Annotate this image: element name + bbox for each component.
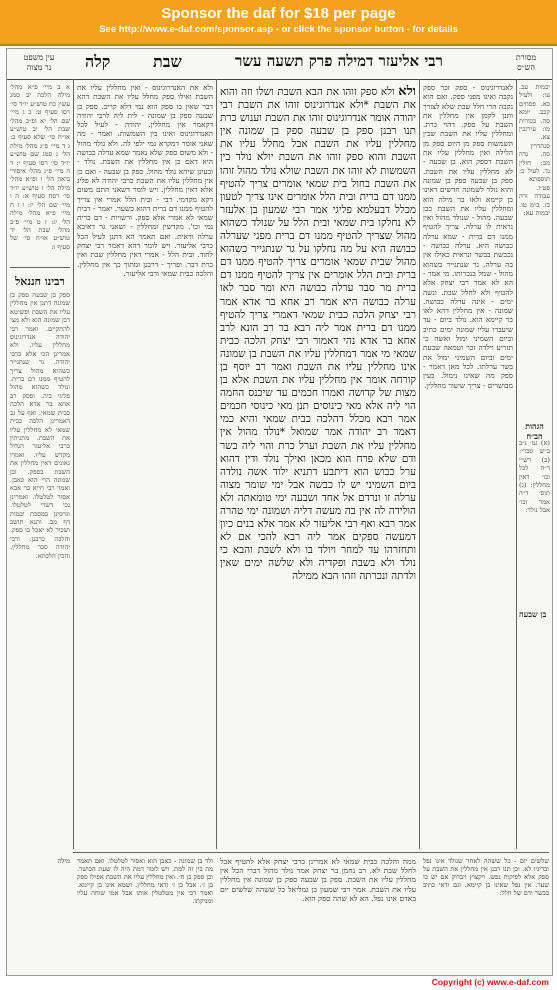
hagahot-column — [519, 439, 550, 599]
rabbeinu-chananel-heading: רבינו חננאל — [11, 275, 69, 288]
tractate-name: שבת — [153, 52, 182, 71]
masoret-hashas-text: יבמות עב. עו: ולעיל כא. פסחים קכב. יומא סה. בכורות מו: עירובין צא. סנהדרין סה. נדה מב: חולין נד. לעיל כ: תוספתא פט״ז. עבודה זרה כז. ב״מ טו. יבמות עא: — [519, 83, 550, 218]
page-marker: מילה — [57, 857, 70, 865]
chapter-heading: רבי אליעזר דמילה פרק תשעה עשר — [235, 52, 443, 70]
copyright-link[interactable]: Copyright (c) www.e-daf.com — [431, 977, 549, 987]
divider — [73, 79, 74, 849]
masoret-hashas-heading: מסורת הש״ס — [515, 53, 537, 72]
divider — [516, 79, 517, 849]
masoret-hashas-column — [519, 83, 550, 413]
rashi-text: לאנדרוגינוס - ספק זכר ספק נקבה ואינו מפני ספק. ואם הוא נקבה הרי חלל שבת שלא לצורך ותנן לקמן אין מחללין את השבת על ספק. דהוי כרת. ומחללין עליו את השבת שבין השמשות ספק מן היום ספק מן הלילה ואין מחללין עליו את השבת דספק הוא. בן שבעה - לא מחללין עליו את השבת. ספק בן שבעה ספק בן שמונה והוא נולד לשמונה חדשים דאינו בן קיימא ולאו בר מילה הוא ומחללין עליו את השבת כבן שבעה. מהול - שנולד מהול ואין נראית לו ערלה. צריך להטיף ממנו דם ברית - שמא ערלה כבושה היא. ערלה כבושה - נכבשת בבשר ונראית כאילו אין בה ערלה. גר שנתגייר כשהוא מהול - שמל בנכרותו. מי אמר - הא לא אמר רבי יצחק אלא להטיף ולא לחלל שבת. ונשה ימים - אינה ערלה כבושה. שמונה - אין מחללין דהא לאו בר קיימא הוא. נולד ביום - עד שיעברו עליו שמונה ימים כתיב וביום השמיני ימול ואשה כי תזריע וילדה זכר וטמאה שבעת ימים וביום השמיני ימול את בשר ערלתו. לכל מאן דאמר - ספק מה שאינו נימול. בעין מבושרים - צריך שיעור מחללין. — [423, 83, 513, 390]
hagahot-heading: הגהות הב״ח — [518, 421, 551, 441]
gemara-text: ולא ספק זוהו את הבא השבת ושלו וזה והוא את השבת *ולא אנדרוגינוס זוהו את השבת רבי יהודה אומר אנדרוגינוס זוהו את השבת וענוש כרת תנו רבנן ספק בן שבעה ספק בן שמונה אין מחללין עליו את השבת אבל מחלל עליו את השבת והוא ספק זוהו את השבת יולא נולד בין השמשות לא זוהו את השבת שולא נולד מהול זוהו את השבת בחול בית שמאי אומרים צריך להטיף ממנו דם ברית ובית הלל אומרים אינו צריך לטעון מכלל דבעלמא פליגי אמר רבי שמעון בן אלעזר לא נחלקו בית שמאי ובית הלל על שנולד כשהוא מהול שצריך להטיף ממנו דם ברית מפני שערלה כבושה היא על מה נחלקו על גר שנתגייר כשהוא מהול שבית שמאי אומרים צריך להטיף ממנו דם ברית ובית הלל אומרים אין צריך להטיף ממנו דם ברית מר סבר ערלה כבושה היא ומר סבר לאו ערלה כבושה היא אמר רב אחא בר אדא אמר רבי יצחק הלכה כבית שמאי דאמרי צריך להטיף ממנו דם ברית אמר ליה רבא בר רב הונא לרב אחא בר אדא נהי דאמור רבי יצחק הלכה כבית שמאי מי אמר דמחללין עליו את השבת בן שמונה אינו מחללין עליו את השבת ואמר רב יוסף בן קורחה אומר אין מחללין עליו את השבת אלא בן מצות של קדושה ואמרו חכמים עד שיכנס החמה הוי ליה אלא מאי כינוסים תנן מאי כינוסי חכמים אמר רבא מכלל דהלכה כבית שמאי והיא כמי דאמר רב יהודה אמר שמואל *נולד מהול אין מחללין עליו את השבת וערל כרת והוי ליה בשר ודם שלא פרח הוא מכאן ואילך נולד ודין דהוא ערל כבוש הוא דיתבע דתניא ילוד אשה נולדה ביום השמיני יש לו כבשה אבל ימי שומר מצוה ערלה זו ונרדם אל אחד ושבעה ימי טומאתה ולא הולידה לה אין בה מעשה דליה ושמונה ימי טהרה אמר רבא ואף רבי אליעזר לא אמר אלא בנים כיון דמעשה ספקים אמר ליה רבא להכי אם לא ותחזרהו עד למחר ויולד בו ולא לשבת והבא כי נולד ולא בשבת ופקדיה ולא שלשה ימים שאין ולדתה ונכרתה וזהו הבא ממילה — [220, 86, 416, 583]
gemara-column — [220, 85, 416, 849]
rabbeinu-chananel-column — [10, 291, 70, 851]
divider — [419, 79, 420, 849]
folio-number: קלה — [85, 52, 111, 71]
divider — [216, 79, 217, 849]
page-header — [7, 49, 552, 80]
divider — [73, 852, 549, 853]
sponsor-title[interactable]: Sponsor the daf for $18 per page — [161, 5, 396, 22]
ein-mishpat-column — [10, 83, 70, 261]
tosafot-continuation — [77, 857, 213, 965]
gemara-continuation — [220, 857, 416, 965]
rashi-continuation-text: שלשים יום - כל ששהה לאחר שנולד אינו נפל ובדיניו לא. וכן תנו רבנן אין מחללין את השבת על ספק אלא לפיקוח נפש. ויקצוץ ויבדוק אם יש בו שער. אין נפל שאינו בן קיימא. וגם ודאי כתיב בבשר ודם של חלל: — [423, 857, 549, 898]
margin-label: בן שבעה — [519, 609, 547, 619]
talmud-page-scan — [6, 48, 553, 976]
tosafot-text: ולא את האנדרוגינוס - ואין מחללין עליו את השבת ואילו ספק מחלל עליו את השבת דהא דבר שאין בו ספק הוא נמי דלא קריב. ספק בן שבעה ספק בן שמונה - לית ליה לרבי יהודה דקאמר אין מחללין. יהודה - לעיל לכל האנדרוגינוס ואינו בין השמשות. ואמר - מה שאני אומר דמקרא נמי ילפי לה. ולא נולד מהול - ולא משום ספק שלא נאמר שמא ערלה כבושה היא דאם כן אין מחללין את השבת. נולד - ובעינן שיהא נולד מהול. ספק בן שבעה - ואם כן אין מחללין עליו את השבת כרבי יהודה לא פליג אלא דאין מחללין. ויש לומר דשאני התם משום דקא מקדמי. רבי - ובית הלל אמרי אין צריך להטיף ממנו דם ברית דהוא כשער. יאמר - דבית שמאי לא אמרי אלא ספק. ורשויות - דם ברית נמי וכו'. מקדשין ומחללין - ושאני גר דאיכא ערלה ודאית. ואם תאמר הא דתנן לעיל הכל כרבי אליעזר. ויש לומר דהא דאמר רבי יצחק לחוד. ובית הלל - אמרי דאין מחללין שבת ואין כרת דבר. ופריך - דרבנן ומתוך כך אין מחללין. והלכה כבית שמאי ורבי אליעזר. — [77, 83, 213, 278]
rashi-column — [423, 83, 513, 849]
gemara-opening-word: ולא — [398, 85, 416, 99]
hagahot-text: (א) גמ׳ נ״ב ב״ש סברי: (ב) רש״י ד״ה לכל וכו׳ דאין מחללין: (ג) תוס׳ ד״ה אמר וכו׳ אבל נולד: — [519, 439, 550, 515]
divider — [10, 267, 70, 268]
rashi-continuation — [423, 857, 549, 965]
rabbeinu-chananel-text: ספק בן שבעה ספק בן שמונה דתנן אין מחללין עליו את השבת ופשיטא דבן שמונה הוא ולא מצי להתקיים. ואמר רבי יהודה אנדרוגינוס מחללין עליו. ולא אמרינן הכי אלא כרבי יהודה. גר שנתגייר כשהוא מהול צריך להטיף ממנו דם ברית. ונולד כשהוא מהול פליגי ביה. ופסק רב אחא בר אדא הלכה כבית שמאי. ואף על גב דאמרינן הלכה כבית שמאי לא מחללין עליו את השבת. מתניתין כרבי אליעזר הגדול מקדש עליו. ואמרו גאונים דאין מחללין את השבת בספק. ובן שמונה הרי הוא כאבן. ואמר רבי חייא בר אבא אסור לטלטלו. ואמרינן נכי דשרי לטלטלו. וגרסינן במסכת יבמות דף מב. ותנא תושב ושכיר לא יאכל בו ספק. והלכה כרבנן. ורבי יהודה סבר מחללין. והכין הלכתא. — [10, 291, 70, 560]
sponsor-link-text[interactable]: See http://www.e-daf.com/sponsor.asp - or click the sponsor button - for details — [99, 24, 458, 35]
ein-mishpat-heading: עין משפט נר מצוה — [23, 53, 55, 72]
tosafot-column — [77, 83, 213, 849]
gemara-continuation-text: ממה והלכה כבית שמאי לא אמרינן כרבי יצחק אלא להטיף אבל לחלל שבת לא. רב נחמן בר יצחק אמר נולד מהול דברי הכל אין מחללין עליו את השבת. ספק בן שבעה ספק בן שמונה אין מחללין עליו את השבת. אמר רבי שמעון בן גמליאל כל ששהה שלשים יום באדם אינו נפל. הא לא שהה ספק הוא. — [220, 857, 416, 903]
sponsor-banner[interactable] — [0, 0, 557, 46]
tosafot-continuation-text: ולד בן שמונה - כאבן הוא ואסור לטלטלו. ואם תאמר מה בין זה למת. ויש לומר דמת היה לו שעת הכושר. וכן ספק בן ח׳. ואין מחללין עליו את השבת אפילו ספק בן ז׳. אבל בן ז׳ ודאי מחללין. ושמא אינו בן קיימא. ואמר רבי אין מטלטלין אותו אבל אמו שוחה עליו ומניקתו. — [77, 857, 213, 906]
left-margin-continuation — [10, 857, 70, 965]
ein-mishpat-text: א ב מיי׳ פ״א מהל׳ מילה הלכה יב סמג עשין כח טוש״ע יו״ד סי׳ רסו סעיף ט: ב ג מיי׳ שם הל׳ יא ופ״ב מהל׳ שבת הל׳ יב טוש״ע או״ח סי׳ שלא סעיף ב: ג ד מיי׳ פ״ג מהל׳ מילה הל׳ ג סמג שם טוש״ע יו״ד סי׳ רסו סעיף י: ד ה מיי׳ פ״ג מהל׳ איסורי ביאה הל׳ ז ופ״א מהל׳ מילה הל׳ ז טוש״ע יו״ד סי׳ רסח סעיף א: ה ו מיי׳ שם הל׳ יז: ו ז ח מיי׳ פ״א מהל׳ מילה הל׳ יג: ז ט מיי׳ פ״ב מהל׳ שבת הל׳ יד טוש״ע או״ח סי׳ של סעיף ז: — [10, 83, 70, 251]
